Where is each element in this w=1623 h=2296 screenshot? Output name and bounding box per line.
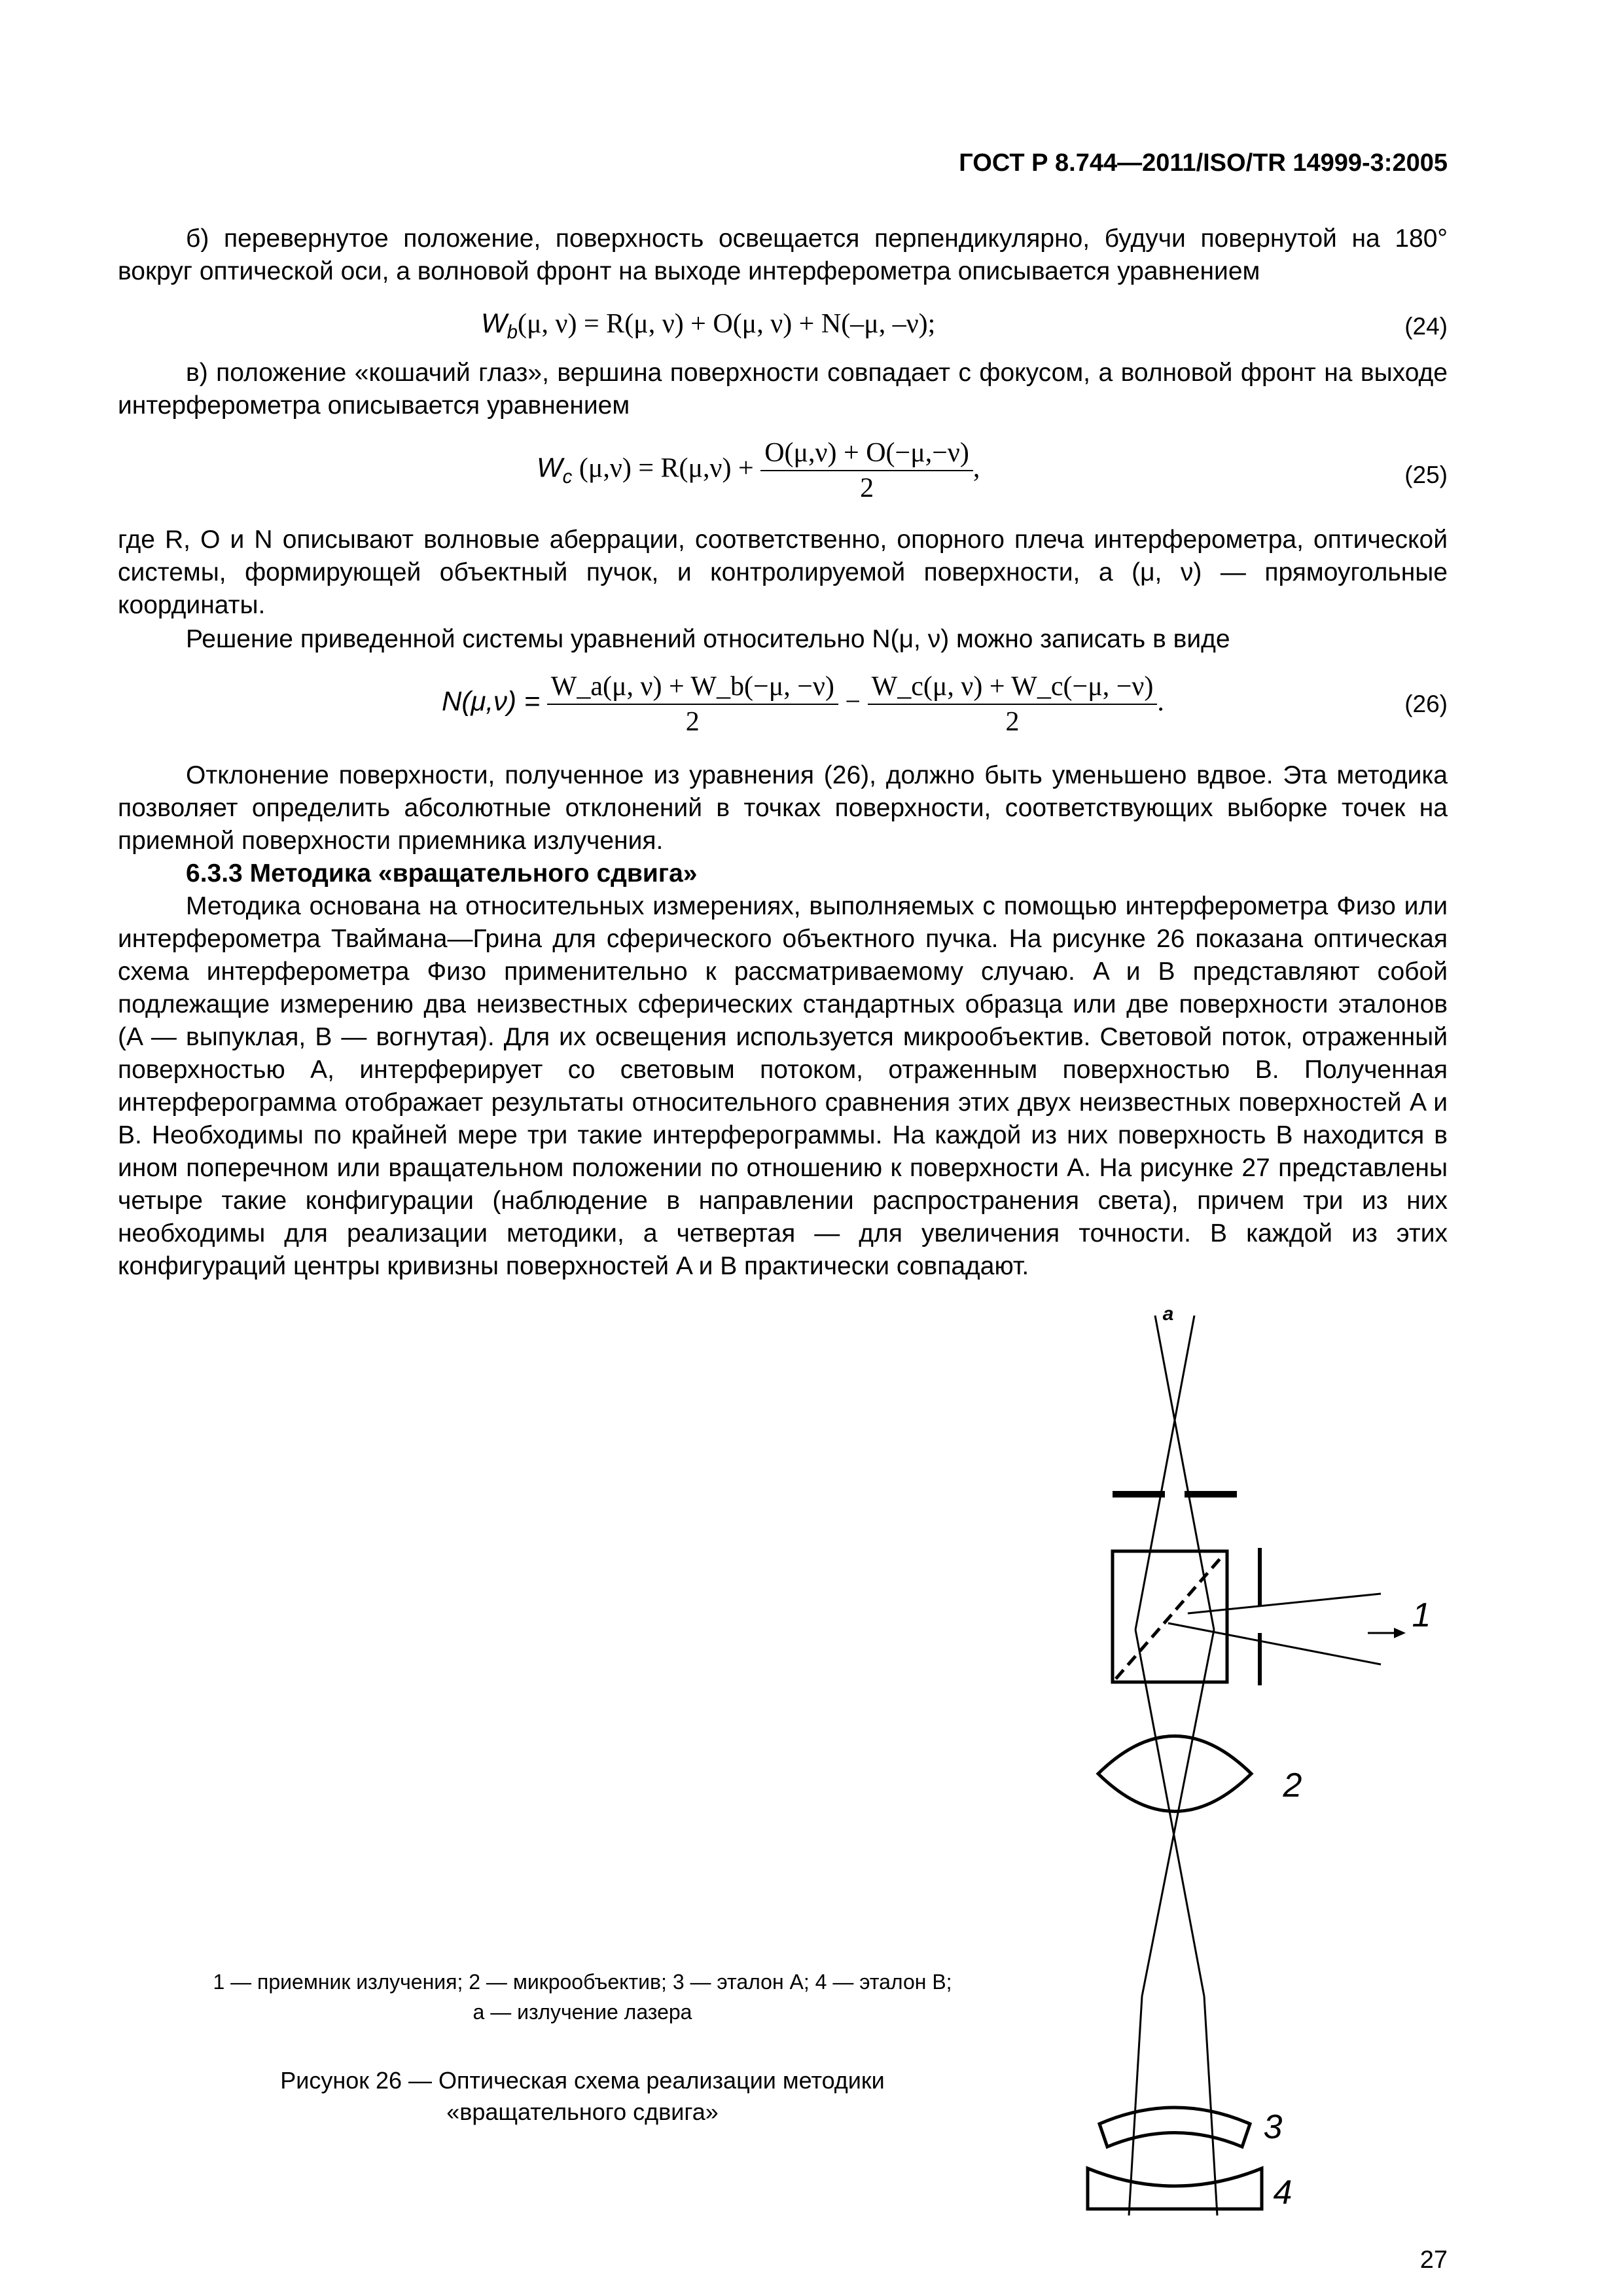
eq26-fraction-2 <box>868 671 1158 738</box>
figure-label-1: 1 <box>1412 1596 1431 1634</box>
reflected-beam-lower <box>1168 1623 1381 1664</box>
figure-caption-line-1: Рисунок 26 — Оптическая схема реализации методики <box>280 2067 885 2094</box>
figure-caption-line-2: «вращательного сдвига» <box>446 2098 719 2125</box>
eq25-mid: (μ,ν) = R(μ,ν) + <box>579 453 754 484</box>
paragraph-deviation: Отклонение поверхности, полученное из уравнения (26), должно быть уменьшено вдвое. Эта методика позволяет определить абсолютные отклонений в точках поверхности, соответствующих выборке точек на приемной поверхности приемника излучения. <box>118 761 1448 855</box>
etalon-b <box>1088 2168 1262 2209</box>
etalon-a <box>1099 2108 1250 2147</box>
section-heading: 6.3.3 Методика «вращательного сдвига» <box>186 859 698 888</box>
equation-24 <box>481 308 935 344</box>
eq26-minus: − <box>845 687 861 717</box>
eq26-denominator-1: 2 <box>685 707 700 737</box>
equation-26-number: (26) <box>1404 691 1448 717</box>
eq24-lhs-sub: b <box>507 321 518 344</box>
figure-label-2: 2 <box>1283 1767 1302 1804</box>
equation-24-number: (24) <box>1404 313 1448 340</box>
equation-26 <box>442 671 1164 738</box>
figure-label-a: a <box>1162 1303 1174 1325</box>
reflected-beam-upper <box>1188 1594 1381 1613</box>
figure-label-4: 4 <box>1273 2174 1293 2212</box>
figure-legend-line-2: a — излучение лазера <box>473 2000 692 2024</box>
eq25-lhs: W <box>537 452 563 483</box>
document-header: ГОСТ Р 8.744—2011/ISO/TR 14999-3:2005 <box>959 149 1448 177</box>
micro-objective-lens <box>1098 1736 1251 1812</box>
eq25-fraction <box>760 437 973 504</box>
paragraph-method: Методика основана на относительных измерениях, выполняемых с помощью интерферометра Физо или интерферометра Тваймана—Грина для сферического объектного пучка. На рисунке 26 показана оптическая схема интерферометра Физо применительно к рассматриваемому случаю. A и B представляют собой подлежащие измерению два неизвестных сферических стандартных образца или две поверхности эталонов (A — выпуклая, B — вогнутая). Для их освещения используется микрообъектив. Световой поток, отраженный поверхностью A, интерферирует со световым потоком, отраженным поверхностью B. Полученная интерферограмма отображает результаты относительного сравнения этих двух неизвестных поверхностей A и B. Необходимы по крайней мере три такие интерферограммы. На каждой из них поверхность B находится в ином поперечном или вращательном положении по отношению к поверхности A. На рисунке 27 представлены четыре такие конфигурации (наблюдение в направлении распространения света), причем три из них необходимы для реализации методики, а четвертая — для увеличения точности. В каждой из этих конфигураций центры кривизны поверхностей A и B практически совпадают. <box>118 892 1448 1280</box>
paragraph-solution: Решение приведенной системы уравнений относительно N(μ, ν) можно записать в виде <box>186 625 1230 653</box>
eq25-denominator: 2 <box>860 473 874 503</box>
eq26-tail: . <box>1157 687 1164 717</box>
page-number: 27 <box>1419 2246 1448 2274</box>
paragraph-where: где R, O и N описывают волновые аберрации, соответственно, опорного плеча интерферометра, оптической системы, формирующей объектный пучок, и контролируемой поверхности, а (μ, ν) — прямоугольные координаты. <box>118 526 1448 619</box>
figure-legend-line-1: 1 — приемник излучения; 2 — микрообъектив; 3 — эталон A; 4 — эталон B; <box>213 1970 952 1994</box>
eq25-numerator: O(μ,ν) + O(−μ,−ν) <box>760 437 973 471</box>
eq26-denominator-2: 2 <box>1005 707 1020 737</box>
optical-scheme-figure <box>1021 1280 1440 2242</box>
paragraph-cats-eye: в) положение «кошачий глаз», вершина поверхности совпадает с фокусом, а волновой фронт на выходе интерферометра описывается уравнением <box>118 359 1448 420</box>
figure-caption <box>223 2065 942 2128</box>
equation-25-number: (25) <box>1404 461 1448 488</box>
output-arrow-head <box>1394 1628 1406 1638</box>
eq25-lhs-sub: c <box>562 466 573 488</box>
figure-legend <box>190 1967 975 2027</box>
eq26-lhs: N(μ,ν) = <box>442 685 541 717</box>
eq26-fraction-1 <box>547 671 838 738</box>
paragraph-inverted-position: б) перевернутое положение, поверхность освещается перпендикулярно, будучи повернутой на 180° вокруг оптической оси, а волновой фронт на выходе интерферометра описывается уравнением <box>118 224 1448 285</box>
eq24-rhs: (μ, ν) = R(μ, ν) + O(μ, ν) + N(–μ, –ν); <box>518 309 936 339</box>
eq26-numerator-1: W_a(μ, ν) + W_b(−μ, −ν) <box>547 671 838 705</box>
beam-down-left <box>1135 1630 1204 1996</box>
equation-25 <box>537 437 980 504</box>
eq26-numerator-2: W_c(μ, ν) + W_c(−μ, −ν) <box>868 671 1158 705</box>
eq24-lhs: W <box>481 308 507 338</box>
eq25-tail: , <box>972 453 980 484</box>
figure-label-3: 3 <box>1263 2108 1283 2146</box>
